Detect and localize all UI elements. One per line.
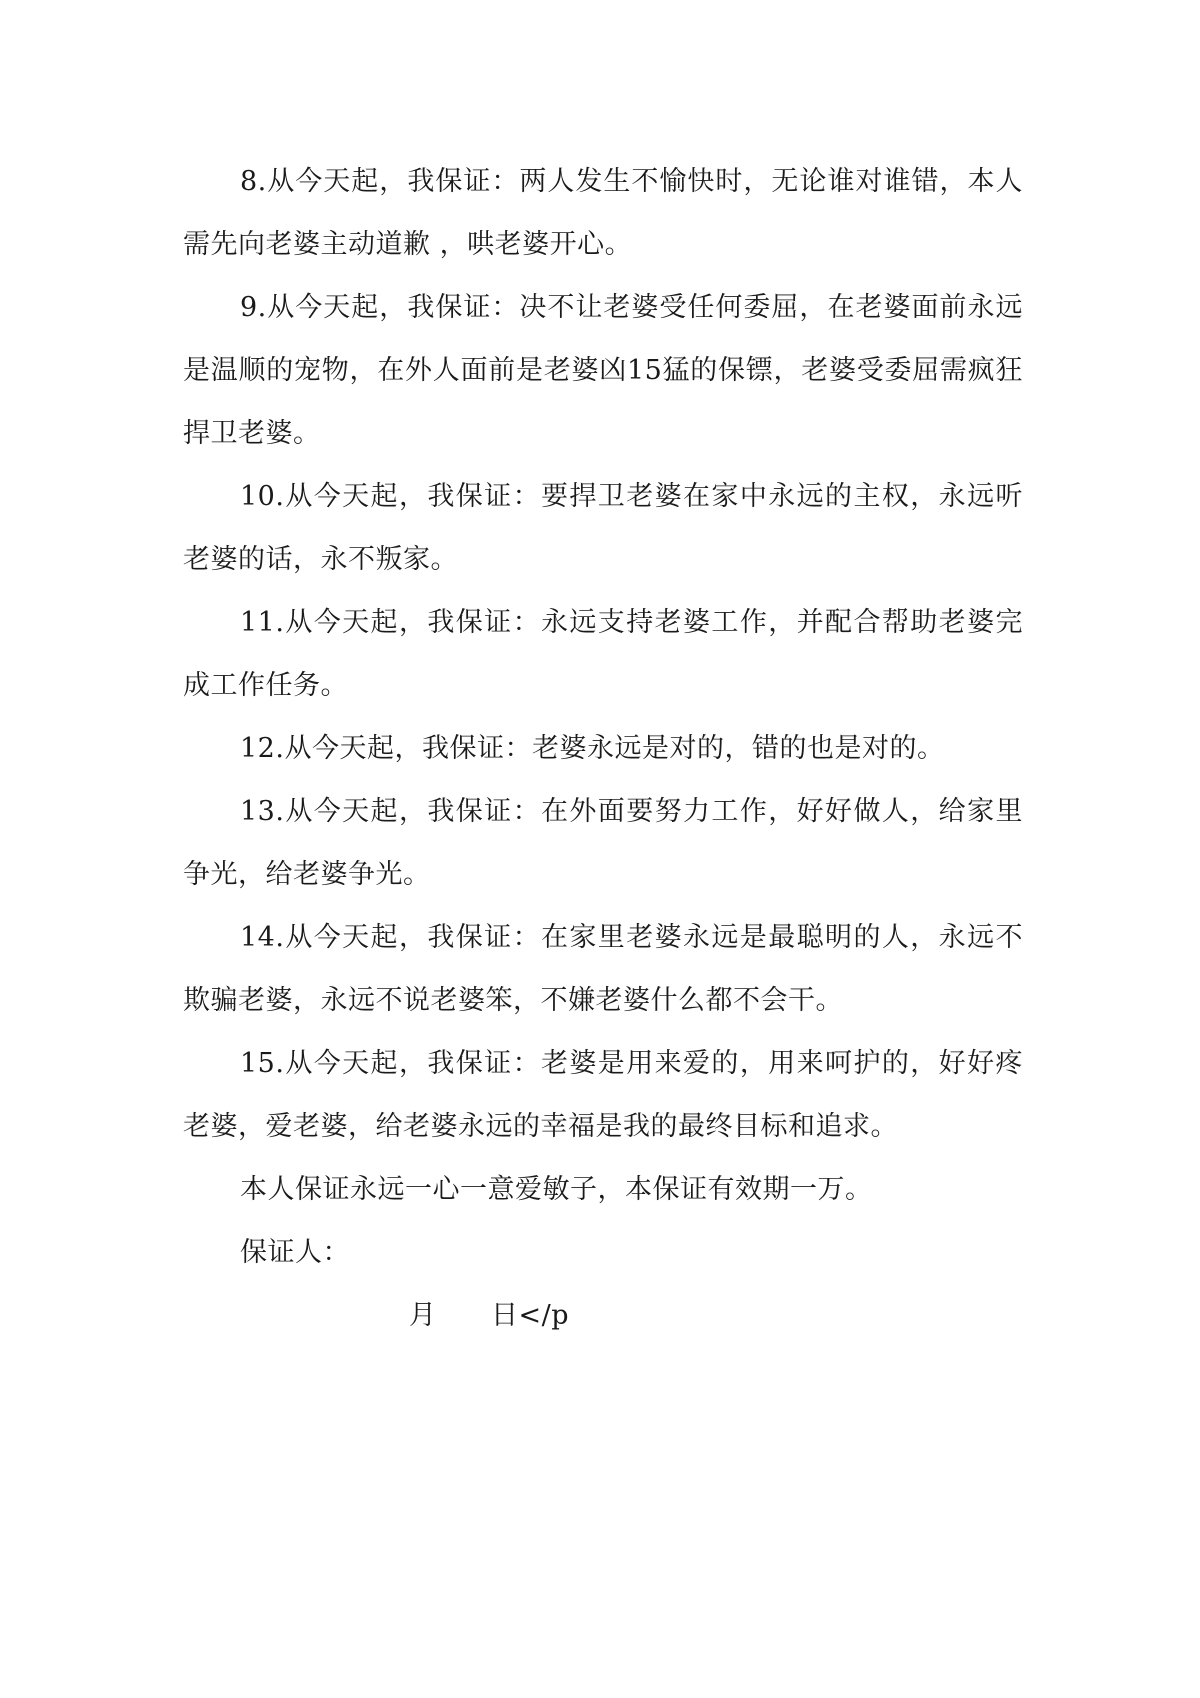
clause-8: 8.从今天起，我保证：两人发生不愉快时，无论谁对谁错，本人需先向老婆主动道歉 ，哄老婆开心。 — [183, 166, 1023, 260]
date-line: 月 日</p — [409, 1300, 569, 1331]
clause-12: 12.从今天起，我保证：老婆永远是对的，错的也是对的。 — [240, 733, 945, 764]
document-body — [183, 150, 1023, 1347]
clause-15: 15.从今天起，我保证：老婆是用来爱的，用来呵护的，好好疼老婆，爱老婆，给老婆永远的幸福是我的最终目标和追求。 — [183, 1048, 1023, 1142]
clause-11: 11.从今天起，我保证：永远支持老婆工作，并配合帮助老婆完成工作任务。 — [183, 607, 1023, 701]
clause-14: 14.从今天起，我保证：在家里老婆永远是最聪明的人，永远不欺骗老婆，永远不说老婆笨，不嫌老婆什么都不会干。 — [183, 922, 1023, 1016]
signer-label: 保证人： — [240, 1237, 350, 1268]
clause-13: 13.从今天起，我保证：在外面要努力工作，好好做人，给家里争光，给老婆争光。 — [183, 796, 1023, 890]
clause-9: 9.从今天起，我保证：决不让老婆受任何委屈，在老婆面前永远是温顺的宠物，在外人面前是老婆凶15猛的保镖，老婆受委屈需疯狂捍卫老婆。 — [183, 292, 1023, 449]
clause-10: 10.从今天起，我保证：要捍卫老婆在家中永远的主权，永远听老婆的话，永不叛家。 — [183, 481, 1023, 575]
closing-statement: 本人保证永远一心一意爱敏子，本保证有效期一万。 — [240, 1174, 873, 1205]
